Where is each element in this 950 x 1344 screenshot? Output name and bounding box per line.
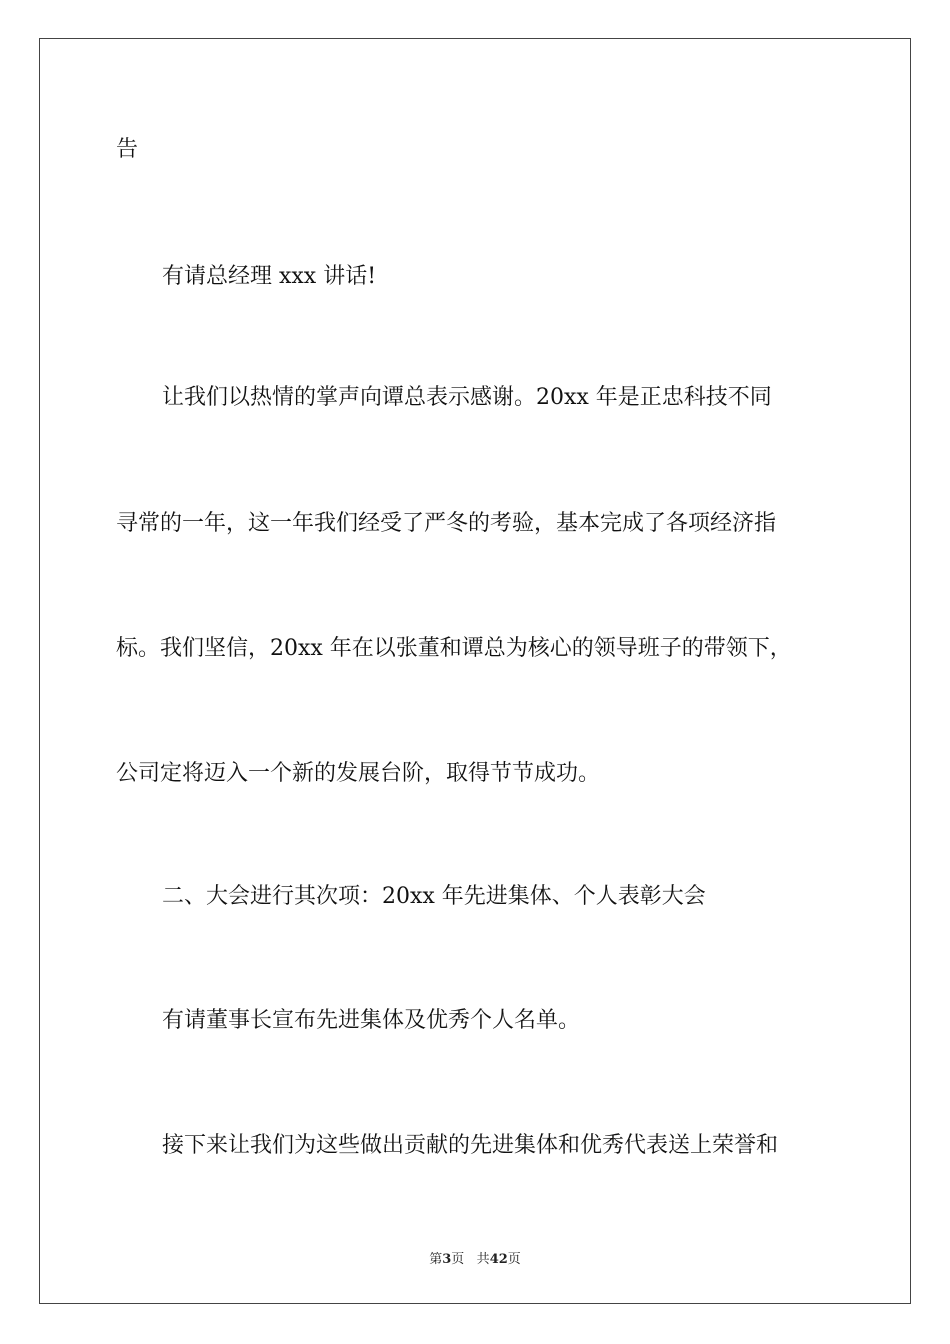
total-prefix: 共 [476,1252,490,1267]
text-line-3: 让我们以热情的掌声向谭总表示感谢。20xx 年是正忠科技不同 [162,385,772,410]
text-line-5: 标。我们坚信，20xx 年在以张董和谭总为核心的领导班子的带领下， [116,636,792,661]
text-line-1: 告 [116,137,139,162]
text-line-8: 有请董事长宣布先进集体及优秀个人名单。 [162,1008,581,1033]
text-line-9: 接下来让我们为这些做出贡献的先进集体和优秀代表送上荣誉和 [162,1133,779,1158]
total-pages: 42 [489,1252,508,1267]
text-line-2: 有请总经理 xxx 讲话! [162,264,377,289]
page-border [39,38,911,1304]
total-suffix: 页 [507,1252,521,1267]
page-prefix: 第 [429,1252,443,1267]
text-line-6: 公司定将迈入一个新的发展台阶，取得节节成功。 [116,761,601,786]
page-footer [0,1248,950,1267]
page-number: 3 [442,1252,452,1267]
page-suffix: 页 [451,1252,465,1267]
text-line-4: 寻常的一年，这一年我们经受了严冬的考验，基本完成了各项经济指 [116,511,777,536]
section-heading: 二、大会进行其次项：20xx 年先进集体、个人表彰大会 [162,884,706,909]
